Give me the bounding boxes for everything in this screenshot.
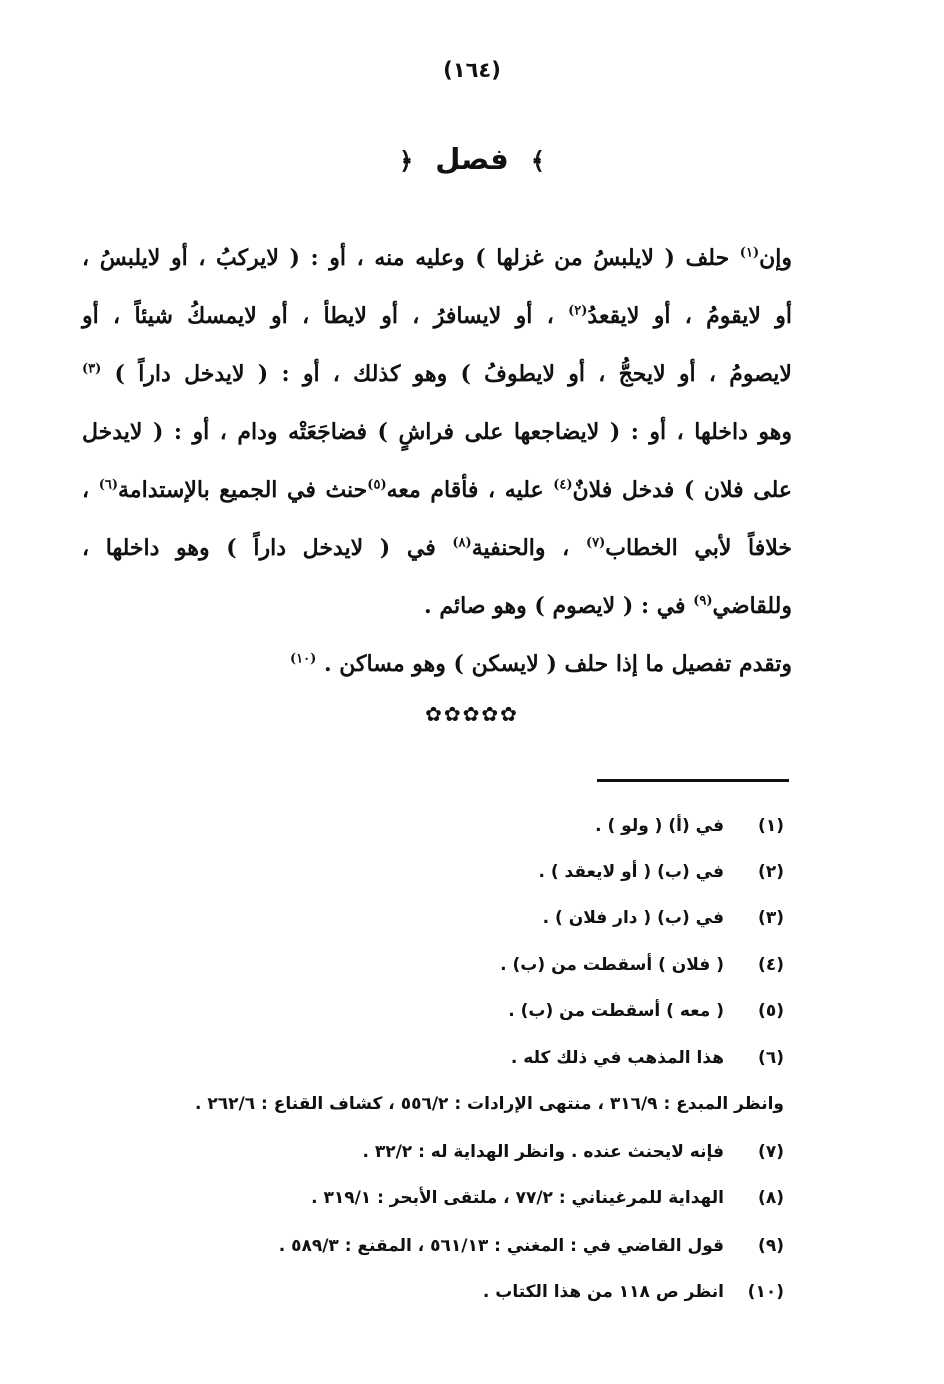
text-run: حلف ( لايلبسُ من غزلها ) وعليه منه ، أو : ( لايركبُ ، أو لايلبسُ ، xyxy=(82,245,740,271)
text-run: وتقدم تفصيل ما إذا حلف ( لايسكن ) وهو مساكن . xyxy=(323,651,792,677)
body-line xyxy=(82,528,792,586)
text-run: ، والحنفية xyxy=(471,535,586,561)
body-line xyxy=(82,644,792,702)
footnote-number: (١٠) xyxy=(747,1282,784,1302)
footnote-ref[interactable]: (٤) xyxy=(553,477,573,493)
body-line xyxy=(82,470,792,528)
footnote-ref[interactable]: (١) xyxy=(739,245,760,261)
body-line xyxy=(82,296,792,354)
footnote-ref[interactable]: (٣) xyxy=(82,361,102,377)
text-run: وللقاضي xyxy=(712,593,792,619)
footnote-text: انظر ص ١١٨ من هذا الكتاب . xyxy=(482,1282,724,1302)
body-line xyxy=(82,412,792,470)
footnote-text: وانظر المبدع : ٣١٦/٩ ، منتهى الإرادات : ٥٥٦/٢ ، كشاف القناع : ٢٦٢/٦ . xyxy=(195,1094,784,1114)
footnote-item xyxy=(508,993,784,1029)
footnote-text: ( معه ) أسقطت من (ب) . xyxy=(508,1001,724,1021)
text-run: في ( لايدخل داراً ) وهو داخلها ، xyxy=(82,535,453,561)
footnote-item xyxy=(483,1274,784,1310)
footnote-continuation xyxy=(195,1086,784,1122)
footnote-text: فإنه لايحنث عنده . وانظر الهداية له : ٣٢/٢ . xyxy=(362,1142,724,1162)
body-line xyxy=(82,354,792,412)
footnote-separator-rule xyxy=(597,779,789,782)
text-run: على فلان ) فدخل فلانٌ xyxy=(572,477,793,503)
heading-title: فصل xyxy=(435,142,509,176)
heading-ornament-left: ﴿ xyxy=(399,147,414,175)
footnote-item xyxy=(311,1180,784,1216)
page-number: (١٦٤) xyxy=(443,58,501,82)
footnote-item xyxy=(500,947,784,983)
footnote-item xyxy=(543,900,784,936)
section-heading xyxy=(0,142,944,176)
footnote-text: في (أ) ( ولو ) . xyxy=(595,816,724,836)
footnote-text: في (ب) ( دار فلان ) . xyxy=(542,908,724,928)
text-run: وإن xyxy=(759,245,792,271)
footnote-item xyxy=(362,1134,784,1170)
footnote-number: (٣) xyxy=(758,908,784,928)
footnote-item xyxy=(595,808,784,844)
footnote-text: هذا المذهب في ذلك كله . xyxy=(510,1048,724,1068)
footnote-ref[interactable]: (٢) xyxy=(568,303,588,319)
footnote-ref[interactable]: (٥) xyxy=(367,477,387,493)
body-line xyxy=(82,238,792,296)
section-end-ornament: ✿✿✿✿✿ xyxy=(425,702,519,726)
text-run: عليه ، فأقام معه xyxy=(386,477,554,503)
footnote-ref[interactable]: (٨) xyxy=(452,535,472,551)
text-run: وهو داخلها ، أو : ( لايضاجعها على فراشٍ ) فضاجَعَتْه ودام ، أو : ( لايدخل xyxy=(82,419,792,445)
footnote-ref[interactable]: (١٠) xyxy=(290,651,317,667)
footnote-item xyxy=(538,854,784,890)
text-run: خلافاً لأبي الخطاب xyxy=(605,535,792,561)
footnote-number: (٥) xyxy=(758,1001,784,1021)
body-text xyxy=(82,238,792,702)
footnote-number: (٨) xyxy=(758,1188,784,1208)
text-run: حنث في الجميع بالإستدامة xyxy=(118,477,368,503)
text-run: ، أو لايسافرُ ، أو لايطأ ، أو لايمسكُ شيئاً ، أو xyxy=(82,303,569,329)
footnote-text: ( فلان ) أسقطت من (ب) . xyxy=(500,955,724,975)
heading-ornament-right: ﴾ xyxy=(530,147,545,175)
text-run: في : ( لايصوم ) وهو صائم . xyxy=(424,593,694,619)
footnote-text: الهداية للمرغيناني : ٧٧/٢ ، ملتقى الأبحر : ٣١٩/١ . xyxy=(311,1188,724,1208)
footnote-ref[interactable]: (٦) xyxy=(98,477,119,493)
text-run: أو لايقومُ ، أو لايقعدُ xyxy=(587,303,792,329)
footnote-number: (٤) xyxy=(758,955,784,975)
footnote-ref[interactable]: (٩) xyxy=(693,593,713,609)
footnote-number: (٢) xyxy=(758,862,784,882)
text-run: لايصومُ ، أو لايحجُّ ، أو لايطوفُ ) وهو كذلك ، أو : ( لايدخل داراً ) xyxy=(114,361,792,387)
body-line xyxy=(82,586,792,644)
footnote-number: (٩) xyxy=(758,1236,784,1256)
footnote-ref[interactable]: (٧) xyxy=(585,535,606,551)
footnote-number: (١) xyxy=(758,816,784,836)
footnote-item xyxy=(511,1040,784,1076)
footnote-text: قول القاضي في : المغني : ٥٦١/١٣ ، المقنع : ٥٨٩/٣ . xyxy=(278,1236,724,1256)
footnote-item xyxy=(279,1228,784,1264)
footnote-number: (٧) xyxy=(758,1142,784,1162)
footnote-number: (٦) xyxy=(758,1048,784,1068)
text-run: ، xyxy=(82,477,99,503)
footnote-text: في (ب) ( أو لايعقد ) . xyxy=(538,862,724,882)
